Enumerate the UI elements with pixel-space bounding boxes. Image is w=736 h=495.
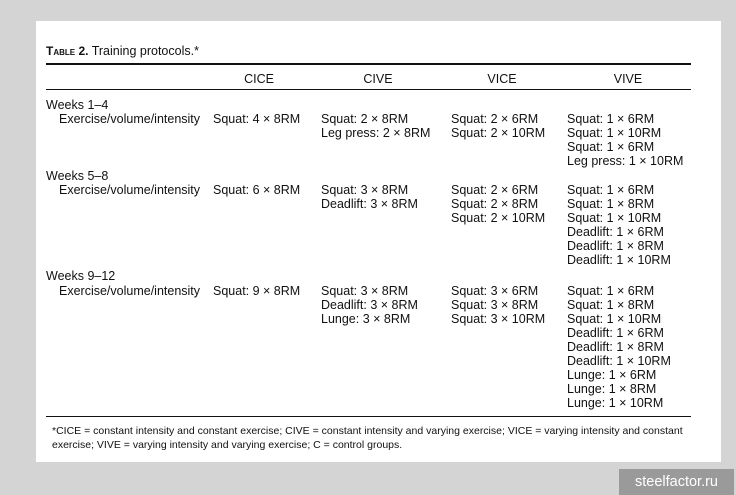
column-header-cice: CICE (244, 72, 274, 86)
cell-cice (213, 284, 300, 298)
cell-vive (567, 183, 671, 267)
cell-cive (321, 284, 418, 326)
cell-line: Squat: 3 × 10RM (451, 312, 546, 326)
cell-line: Squat: 4 × 8RM (213, 112, 301, 126)
cell-cice (213, 183, 300, 197)
table-caption (46, 44, 199, 58)
period-weeks-9-12: Weeks 9–12 (46, 269, 116, 283)
cell-line: Lunge: 1 × 6RM (567, 368, 657, 382)
cell-line: Lunge: 1 × 8RM (567, 382, 657, 396)
cell-line: Deadlift: 1 × 6RM (567, 326, 664, 340)
cell-cice (213, 112, 300, 126)
cell-line: Squat: 2 × 6RM (451, 183, 539, 197)
cell-line: Squat: 1 × 6RM (567, 112, 655, 126)
bottom-rule (46, 416, 691, 417)
cell-vice (451, 284, 545, 326)
cell-line: Squat: 2 × 6RM (451, 112, 539, 126)
cell-line: Squat: 1 × 8RM (567, 197, 655, 211)
cell-line: Squat: 3 × 8RM (451, 298, 539, 312)
table-number: Table 2. (46, 44, 89, 58)
cell-line: Squat: 1 × 8RM (567, 298, 655, 312)
table-title: Training protocols.* (91, 44, 199, 58)
period-weeks-5-8: Weeks 5–8 (46, 169, 109, 183)
cell-line: Leg press: 1 × 10RM (567, 154, 684, 168)
cell-line: Lunge: 3 × 8RM (321, 312, 411, 326)
column-header-vive: VIVE (613, 72, 643, 86)
cell-line: Deadlift: 1 × 8RM (567, 340, 664, 354)
cell-line: Squat: 1 × 10RM (567, 126, 662, 140)
row-label: Exercise/volume/intensity (59, 112, 201, 126)
period-weeks-1-4: Weeks 1–4 (46, 98, 109, 112)
cell-line: Squat: 1 × 10RM (567, 312, 662, 326)
row-label: Exercise/volume/intensity (59, 284, 201, 298)
header-rule (46, 89, 691, 90)
cell-line: Squat: 9 × 8RM (213, 284, 301, 298)
cell-vive (567, 284, 671, 410)
table-card (36, 21, 721, 462)
cell-line: Squat: 3 × 8RM (321, 284, 409, 298)
cell-line: Squat: 1 × 6RM (567, 284, 655, 298)
cell-cive (321, 183, 418, 211)
cell-line: Deadlift: 1 × 10RM (567, 253, 671, 267)
cell-cive (321, 112, 430, 140)
cell-line: Deadlift: 1 × 8RM (567, 239, 664, 253)
watermark: steelfactor.ru (619, 469, 734, 495)
cell-line: Squat: 1 × 6RM (567, 140, 655, 154)
cell-line: Deadlift: 3 × 8RM (321, 197, 418, 211)
cell-line: Deadlift: 1 × 10RM (567, 354, 671, 368)
column-header-cive: CIVE (363, 72, 393, 86)
cell-line: Squat: 2 × 10RM (451, 126, 546, 140)
cell-line: Squat: 3 × 6RM (451, 284, 539, 298)
row-label: Exercise/volume/intensity (59, 183, 201, 197)
cell-vice (451, 183, 545, 225)
cell-line: Squat: 6 × 8RM (213, 183, 301, 197)
table-footnote: *CICE = constant intensity and constant exercise; CIVE = constant intensity and varying exercise; VICE = varying intensity and constant exercise; VIVE = varying intensity and varying exercise; C = control groups. (52, 425, 683, 451)
cell-line: Lunge: 1 × 10RM (567, 396, 664, 410)
column-header-vice: VICE (487, 72, 517, 86)
cell-line: Deadlift: 1 × 6RM (567, 225, 664, 239)
cell-line: Deadlift: 3 × 8RM (321, 298, 418, 312)
cell-line: Leg press: 2 × 8RM (321, 126, 431, 140)
cell-line: Squat: 2 × 8RM (321, 112, 409, 126)
top-rule (46, 63, 691, 65)
cell-vice (451, 112, 545, 140)
cell-vive (567, 112, 683, 168)
cell-line: Squat: 2 × 10RM (451, 211, 546, 225)
cell-line: Squat: 1 × 10RM (567, 211, 662, 225)
cell-line: Squat: 3 × 8RM (321, 183, 409, 197)
cell-line: Squat: 1 × 6RM (567, 183, 655, 197)
cell-line: Squat: 2 × 8RM (451, 197, 539, 211)
